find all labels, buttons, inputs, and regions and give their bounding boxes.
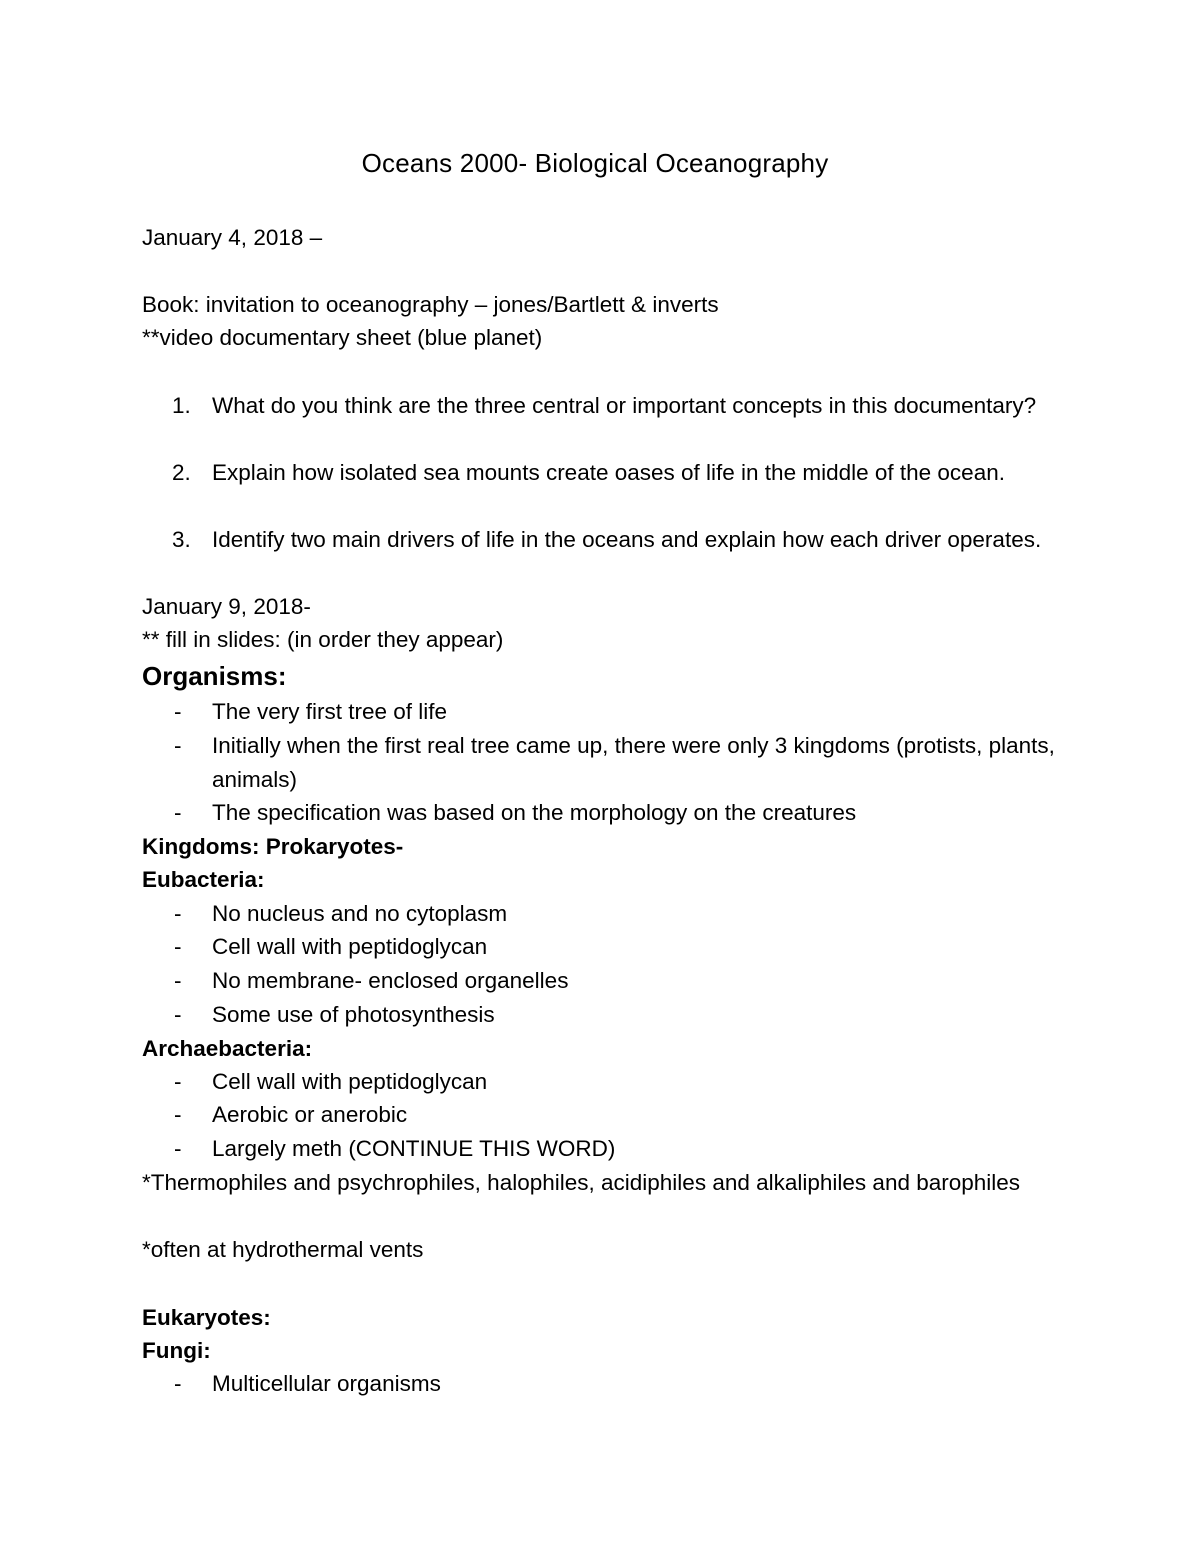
list-item-text: The specification was based on the morphology on the creatures [212,800,857,825]
dash-bullet: - [174,1102,182,1127]
list-item-text: No membrane- enclosed organelles [212,968,569,993]
date-january-4: January 4, 2018 – [142,225,323,250]
list-item [142,1132,1062,1166]
list-item-text: Largely meth (CONTINUE THIS WORD) [212,1136,616,1161]
hydrothermal-vents-note: *often at hydrothermal vents [142,1237,424,1262]
book-reference: Book: invitation to oceanography – jones/Bartlett & inverts [142,292,719,317]
extremophiles-note [142,1166,1042,1200]
eubacteria-heading: Eubacteria: [142,867,265,892]
list-item [142,1065,1062,1099]
list-item [142,1098,1062,1132]
list-item-text: Some use of photosynthesis [212,1002,495,1027]
list-item-text: Initially when the first real tree came up, there were only 3 kingdoms (protists, plants, animals) [212,733,1055,792]
dash-bullet: - [174,1371,182,1396]
dash-bullet: - [174,1136,182,1161]
list-item [142,964,1062,998]
eukaryotes-heading: Eukaryotes: [142,1305,271,1330]
dash-bullet: - [174,901,182,926]
list-item [142,998,1062,1032]
question-text: What do you think are the three central or important concepts in this documentary? [212,393,1037,418]
list-item [142,1367,1062,1401]
dash-bullet: - [174,699,182,724]
archaebacteria-heading: Archaebacteria: [142,1036,313,1061]
list-item [142,729,1062,796]
dash-bullet: - [174,934,182,959]
dash-bullet: - [174,733,182,758]
dash-bullet: - [174,1002,182,1027]
fill-slides-note: ** fill in slides: (in order they appear) [142,627,504,652]
kingdoms-heading: Kingdoms: Prokaryotes- [142,834,404,859]
question-text: Identify two main drivers of life in the oceans and explain how each driver operates. [212,527,1042,552]
fungi-heading: Fungi: [142,1338,211,1363]
question-number: 2. [172,460,191,485]
list-item [142,897,1062,931]
document-title: Oceans 2000- Biological Oceanography [361,148,829,178]
dash-bullet: - [174,968,182,993]
question-item [142,456,1062,490]
list-item-text: The very first tree of life [212,699,448,724]
question-item [142,523,1062,557]
question-number: 3. [172,527,191,552]
list-item-text: No nucleus and no cytoplasm [212,901,508,926]
list-item-text: Multicellular organisms [212,1371,441,1396]
video-sheet-note: **video documentary sheet (blue planet) [142,325,543,350]
date-january-9: January 9, 2018- [142,594,311,619]
dash-bullet: - [174,800,182,825]
question-text: Explain how isolated sea mounts create oases of life in the middle of the ocean. [212,460,1005,485]
organisms-heading: Organisms: [142,661,287,691]
dash-bullet: - [174,1069,182,1094]
list-item-text: Cell wall with peptidoglycan [212,934,488,959]
extremophiles-note-text: *Thermophiles and psychrophiles, halophiles, acidiphiles and alkaliphiles and barophiles [142,1170,1021,1195]
list-item [142,695,1062,729]
list-item-text: Aerobic or anerobic [212,1102,408,1127]
list-item [142,796,1062,830]
question-number: 1. [172,393,191,418]
question-item [142,389,1062,423]
list-item-text: Cell wall with peptidoglycan [212,1069,488,1094]
list-item [142,930,1062,964]
